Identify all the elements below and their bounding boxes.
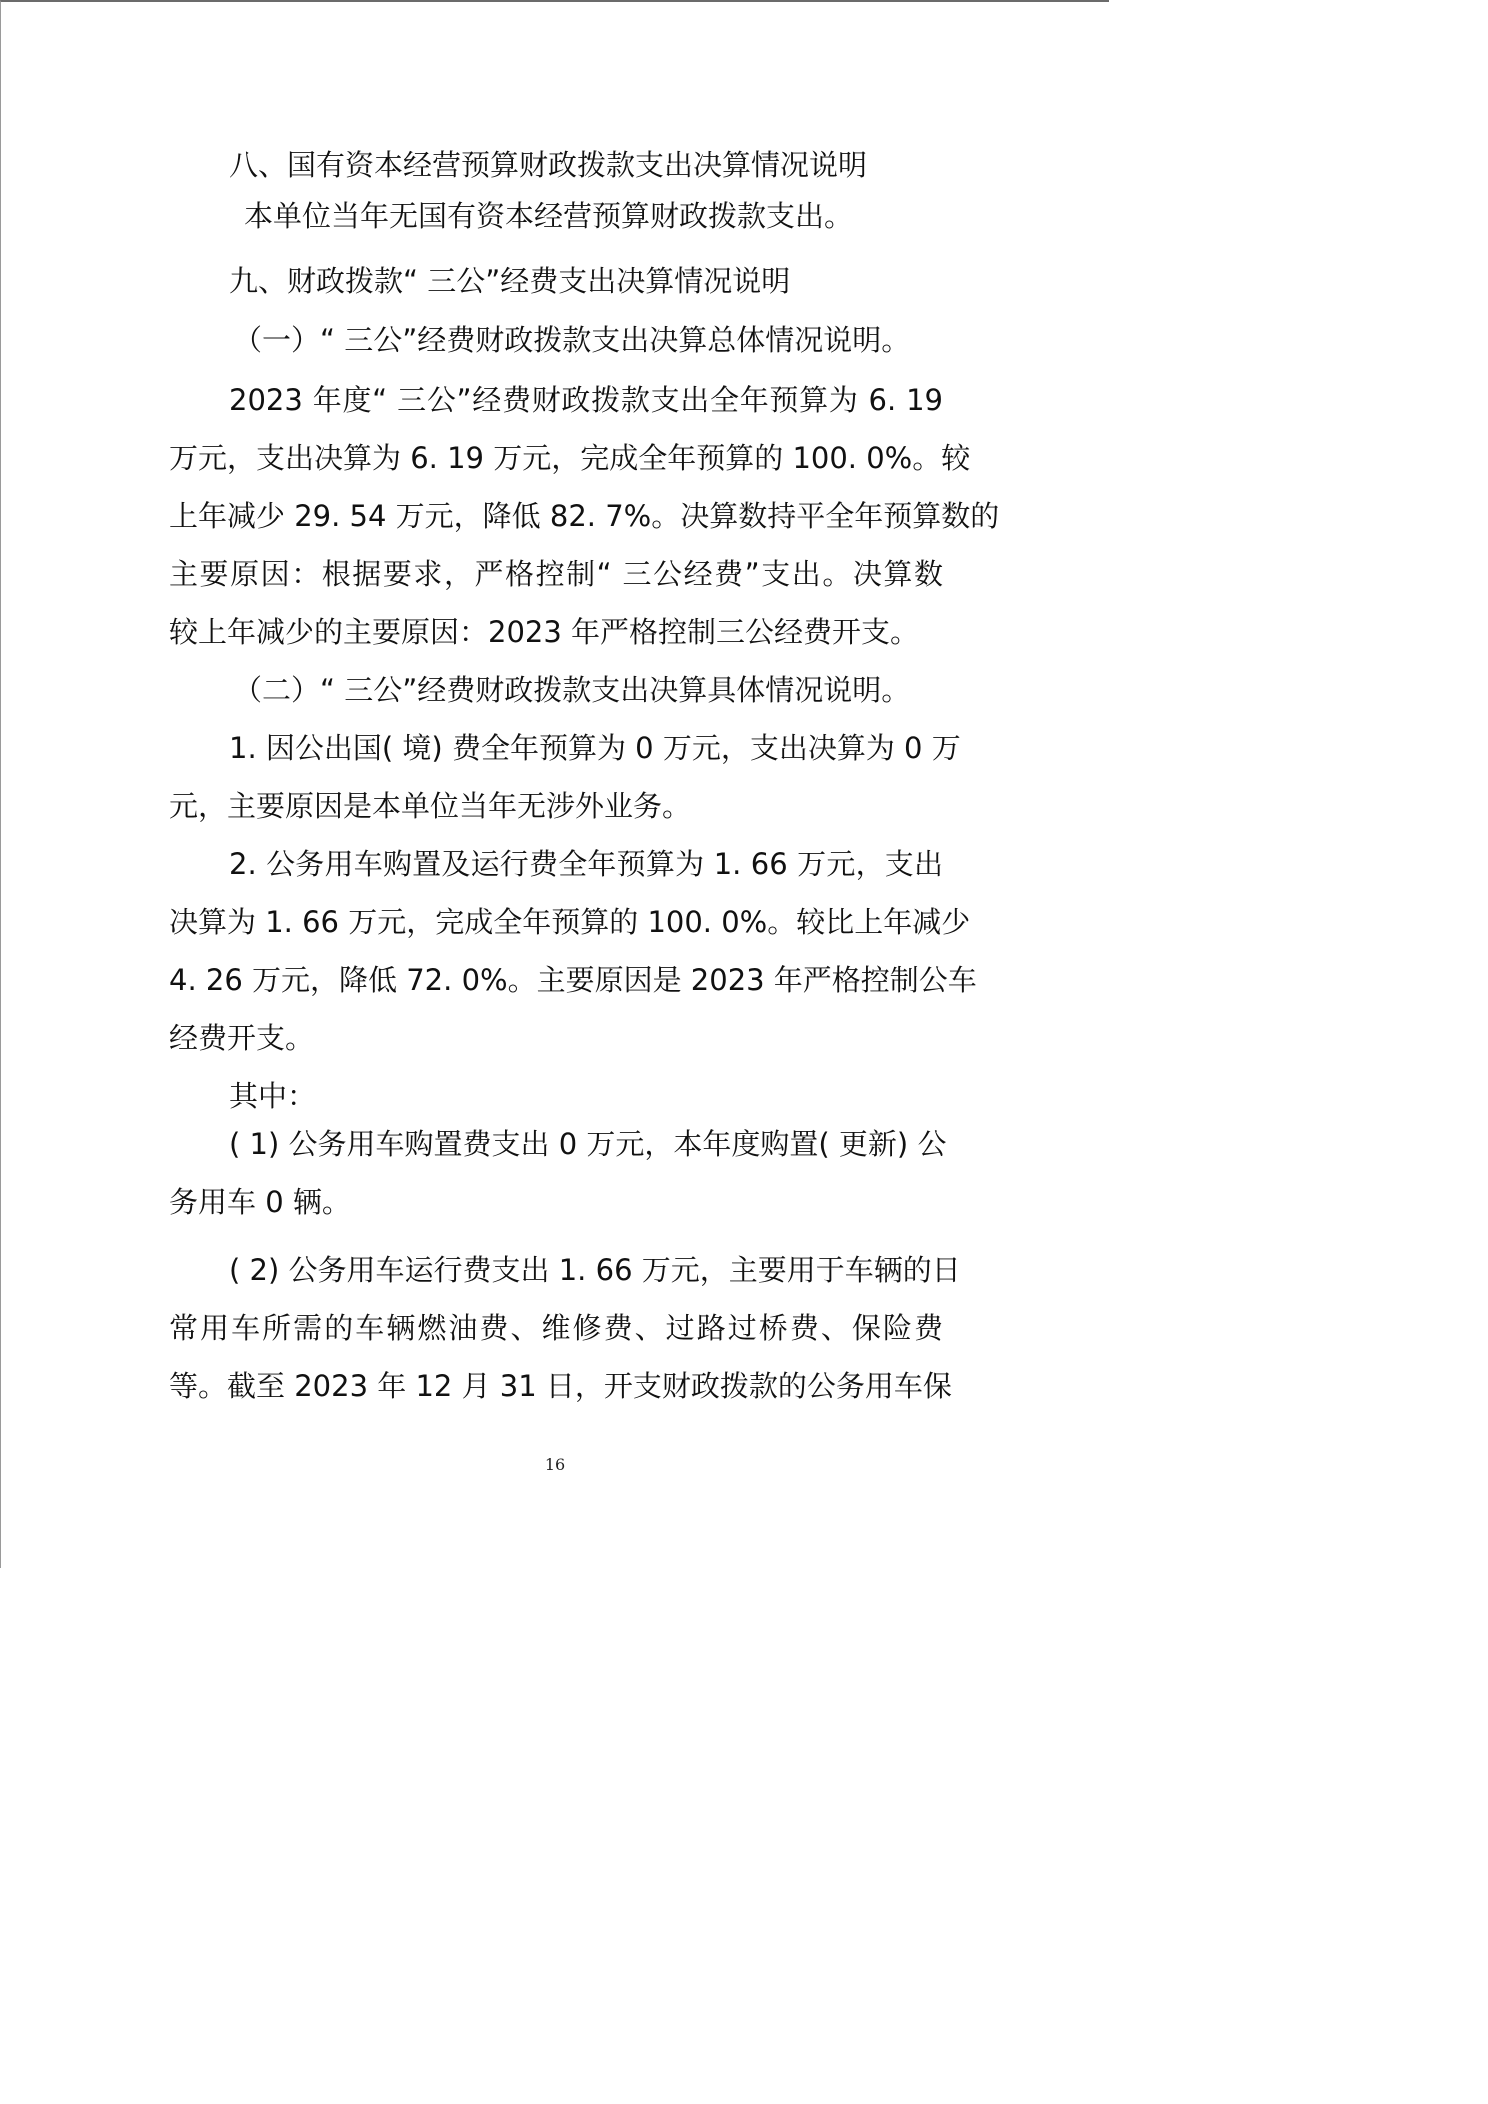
paragraph-line: 常用车所需的车辆燃油费、维修费、过路过桥费、保险费 xyxy=(169,1311,943,1345)
paragraph-line: 较上年减少的主要原因：2023 年严格控制三公经费开支。 xyxy=(169,615,920,649)
paragraph-line: 4. 26 万元，降低 72. 0%。主要原因是 2023 年严格控制公车 xyxy=(169,963,977,997)
paragraph-line: 其中： xyxy=(229,1079,317,1113)
paragraph-line: 1. 因公出国( 境) 费全年预算为 0 万元，支出决算为 0 万 xyxy=(229,731,961,765)
paragraph-line: 主要原因：根据要求，严格控制“ 三公经费”支出。决算数 xyxy=(169,557,943,591)
paragraph-line: 本单位当年无国有资本经营预算财政拨款支出。 xyxy=(244,199,854,233)
page-number: 16 xyxy=(544,1455,566,1474)
paragraph-line: 务用车 0 辆。 xyxy=(169,1185,351,1219)
paragraph-line: 2. 公务用车购置及运行费全年预算为 1. 66 万元，支出 xyxy=(229,847,943,881)
paragraph-line: 决算为 1. 66 万元，完成全年预算的 100. 0%。较比上年减少 xyxy=(169,905,971,939)
paragraph-line: 经费开支。 xyxy=(169,1021,315,1055)
section-heading-9: 九、财政拨款“ 三公”经费支出决算情况说明 xyxy=(229,264,791,298)
subsection-heading-1: （一）“ 三公”经费财政拨款支出决算总体情况说明。 xyxy=(233,323,911,357)
paragraph-line: 上年减少 29. 54 万元，降低 82. 7%。决算数持平全年预算数的 xyxy=(169,499,1000,533)
paragraph-line: ( 2) 公务用车运行费支出 1. 66 万元，主要用于车辆的日 xyxy=(229,1253,961,1287)
subsection-heading-2: （二）“ 三公”经费财政拨款支出决算具体情况说明。 xyxy=(233,673,911,707)
paragraph-line: 万元，支出决算为 6. 19 万元，完成全年预算的 100. 0%。较 xyxy=(169,441,971,475)
paragraph-line: ( 1) 公务用车购置费支出 0 万元，本年度购置( 更新) 公 xyxy=(229,1127,947,1161)
paragraph-line: 2023 年度“ 三公”经费财政拨款支出全年预算为 6. 19 xyxy=(229,383,943,417)
paragraph-line: 等。截至 2023 年 12 月 31 日，开支财政拨款的公务用车保 xyxy=(169,1369,952,1403)
paragraph-line: 元，主要原因是本单位当年无涉外业务。 xyxy=(169,789,692,823)
section-heading-8: 八、国有资本经营预算财政拨款支出决算情况说明 xyxy=(229,148,868,182)
